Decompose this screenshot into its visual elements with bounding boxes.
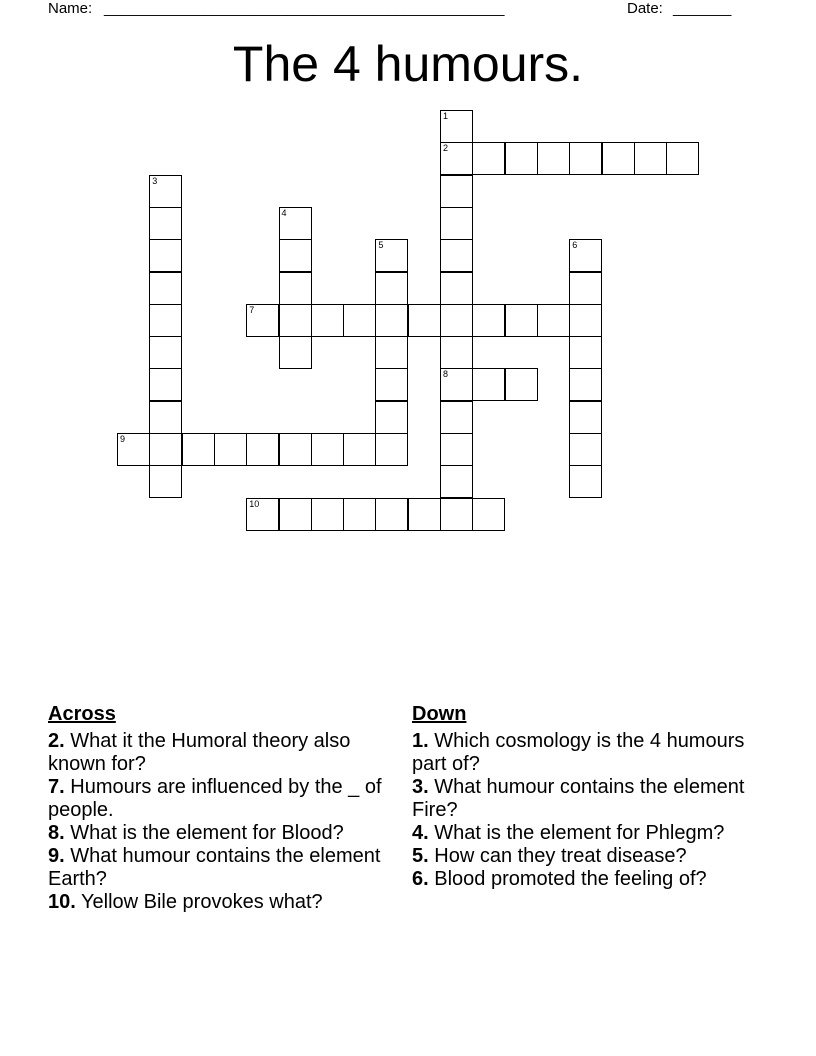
- clue-down-1: [412, 730, 752, 776]
- grid-cell[interactable]: [440, 336, 473, 369]
- grid-cell[interactable]: [440, 401, 473, 434]
- clue-number: 7.: [48, 776, 65, 798]
- grid-cell[interactable]: [117, 433, 150, 466]
- grid-cell[interactable]: [440, 207, 473, 240]
- clue-across-7: [48, 776, 388, 822]
- grid-cell[interactable]: [472, 498, 505, 531]
- clue-text: What is the element for Blood?: [70, 822, 344, 844]
- clue-text: Which cosmology is the 4 humours part of?: [412, 730, 745, 775]
- grid-cell[interactable]: [343, 433, 376, 466]
- grid-cell[interactable]: [311, 433, 344, 466]
- cell-number: 2: [443, 143, 449, 154]
- clue-text: What it the Humoral theory also known for?: [48, 730, 351, 775]
- grid-cell[interactable]: [311, 304, 344, 337]
- grid-cell[interactable]: [440, 498, 473, 531]
- grid-cell[interactable]: [472, 142, 505, 175]
- grid-cell[interactable]: [149, 433, 182, 466]
- cell-number: 1: [443, 111, 449, 121]
- clue-down-6: [412, 868, 752, 891]
- grid-cell[interactable]: [375, 401, 408, 434]
- grid-cell[interactable]: [149, 272, 182, 305]
- grid-cell[interactable]: [569, 142, 602, 175]
- cell-number: 6: [572, 240, 578, 251]
- cell-number: 3: [152, 175, 158, 186]
- grid-cell[interactable]: [375, 433, 408, 466]
- grid-cell[interactable]: [149, 368, 182, 401]
- clue-number: 3.: [412, 776, 429, 798]
- grid-cell[interactable]: [149, 175, 182, 208]
- grid-cell[interactable]: [279, 272, 312, 305]
- grid-cell[interactable]: [537, 304, 570, 337]
- cell-number: 10: [249, 498, 260, 509]
- grid-cell[interactable]: [569, 368, 602, 401]
- name-field[interactable]: ________________________________________________: [104, 0, 505, 17]
- grid-cell[interactable]: [440, 175, 473, 208]
- clue-text: Blood promoted the feeling of?: [434, 868, 707, 890]
- grid-cell[interactable]: [246, 433, 279, 466]
- grid-cell[interactable]: [440, 272, 473, 305]
- grid-cell[interactable]: [149, 465, 182, 498]
- grid-cell[interactable]: [149, 239, 182, 272]
- grid-cell[interactable]: [375, 336, 408, 369]
- grid-cell[interactable]: [408, 304, 441, 337]
- clue-text: Yellow Bile provokes what?: [81, 891, 323, 913]
- grid-cell[interactable]: [505, 304, 538, 337]
- clue-text: What humour contains the element Earth?: [48, 845, 381, 890]
- grid-cell[interactable]: [505, 142, 538, 175]
- clue-text: What humour contains the element Fire?: [412, 776, 745, 821]
- grid-cell[interactable]: [279, 336, 312, 369]
- grid-cell[interactable]: [279, 239, 312, 272]
- grid-cell[interactable]: [375, 304, 408, 337]
- cell-number: 7: [249, 304, 255, 315]
- grid-cell[interactable]: [666, 142, 699, 175]
- grid-cell[interactable]: [343, 498, 376, 531]
- grid-cell[interactable]: [408, 498, 441, 531]
- date-label: Date:: [627, 0, 663, 17]
- clue-text: What is the element for Phlegm?: [434, 822, 725, 844]
- grid-cell[interactable]: [375, 272, 408, 305]
- grid-cell[interactable]: [440, 304, 473, 337]
- clue-down-4: [412, 822, 752, 845]
- grid-cell[interactable]: [279, 433, 312, 466]
- grid-cell[interactable]: [279, 498, 312, 531]
- grid-cell[interactable]: [343, 304, 376, 337]
- grid-cell[interactable]: [440, 239, 473, 272]
- grid-cell[interactable]: [569, 239, 602, 272]
- cell-number: 8: [443, 369, 449, 380]
- grid-cell[interactable]: [311, 498, 344, 531]
- grid-cell[interactable]: [505, 368, 538, 401]
- grid-cell[interactable]: [472, 368, 505, 401]
- grid-cell[interactable]: [440, 465, 473, 498]
- grid-cell[interactable]: [569, 272, 602, 305]
- grid-cell[interactable]: [149, 207, 182, 240]
- cell-number: 4: [281, 207, 287, 218]
- grid-cell[interactable]: [246, 304, 279, 337]
- clue-down-5: [412, 845, 752, 868]
- grid-cell[interactable]: [602, 142, 635, 175]
- clue-number: 8.: [48, 822, 65, 844]
- down-clues: [412, 702, 752, 891]
- grid-cell[interactable]: [214, 433, 247, 466]
- grid-cell[interactable]: [569, 465, 602, 498]
- clue-number: 1.: [412, 730, 429, 752]
- grid-cell[interactable]: [149, 401, 182, 434]
- grid-cell[interactable]: [375, 498, 408, 531]
- clue-number: 2.: [48, 730, 65, 752]
- date-field[interactable]: _______: [673, 0, 732, 17]
- page-title: The 4 humours.: [232, 36, 584, 92]
- across-clues: [48, 702, 388, 914]
- grid-cell[interactable]: [279, 304, 312, 337]
- grid-cell[interactable]: [440, 110, 473, 143]
- clue-number: 9.: [48, 845, 65, 867]
- grid-cell[interactable]: [149, 336, 182, 369]
- across-heading: Across: [48, 703, 116, 725]
- clue-down-3: [412, 776, 752, 822]
- grid-cell[interactable]: [634, 142, 667, 175]
- grid-cell[interactable]: [375, 239, 408, 272]
- grid-cell[interactable]: [279, 207, 312, 240]
- clue-number: 4.: [412, 822, 429, 844]
- clue-across-9: [48, 845, 388, 891]
- name-label: Name:: [48, 0, 93, 17]
- grid-cell[interactable]: [440, 368, 473, 401]
- grid-cell[interactable]: [569, 304, 602, 337]
- grid-cell[interactable]: [569, 336, 602, 369]
- cell-number: 5: [378, 240, 384, 251]
- clue-text: How can they treat disease?: [434, 845, 687, 867]
- grid-cell[interactable]: [537, 142, 570, 175]
- grid-cell[interactable]: [149, 304, 182, 337]
- clue-across-10: [48, 891, 388, 914]
- grid-cell[interactable]: [246, 498, 279, 531]
- grid-cell[interactable]: [569, 401, 602, 434]
- cell-number: 9: [120, 434, 126, 444]
- clue-number: 5.: [412, 845, 429, 867]
- clue-across-8: [48, 822, 388, 845]
- grid-cell[interactable]: [375, 368, 408, 401]
- grid-cell[interactable]: [182, 433, 215, 466]
- grid-cell[interactable]: [472, 304, 505, 337]
- clue-number: 10.: [48, 891, 76, 913]
- grid-cell[interactable]: [440, 142, 473, 175]
- clue-text: Humours are influenced by the _ of people.: [48, 776, 382, 821]
- grid-cell[interactable]: [569, 433, 602, 466]
- clue-number: 6.: [412, 868, 429, 890]
- grid-cell[interactable]: [440, 433, 473, 466]
- down-heading: Down: [412, 703, 467, 725]
- clue-across-2: [48, 730, 388, 776]
